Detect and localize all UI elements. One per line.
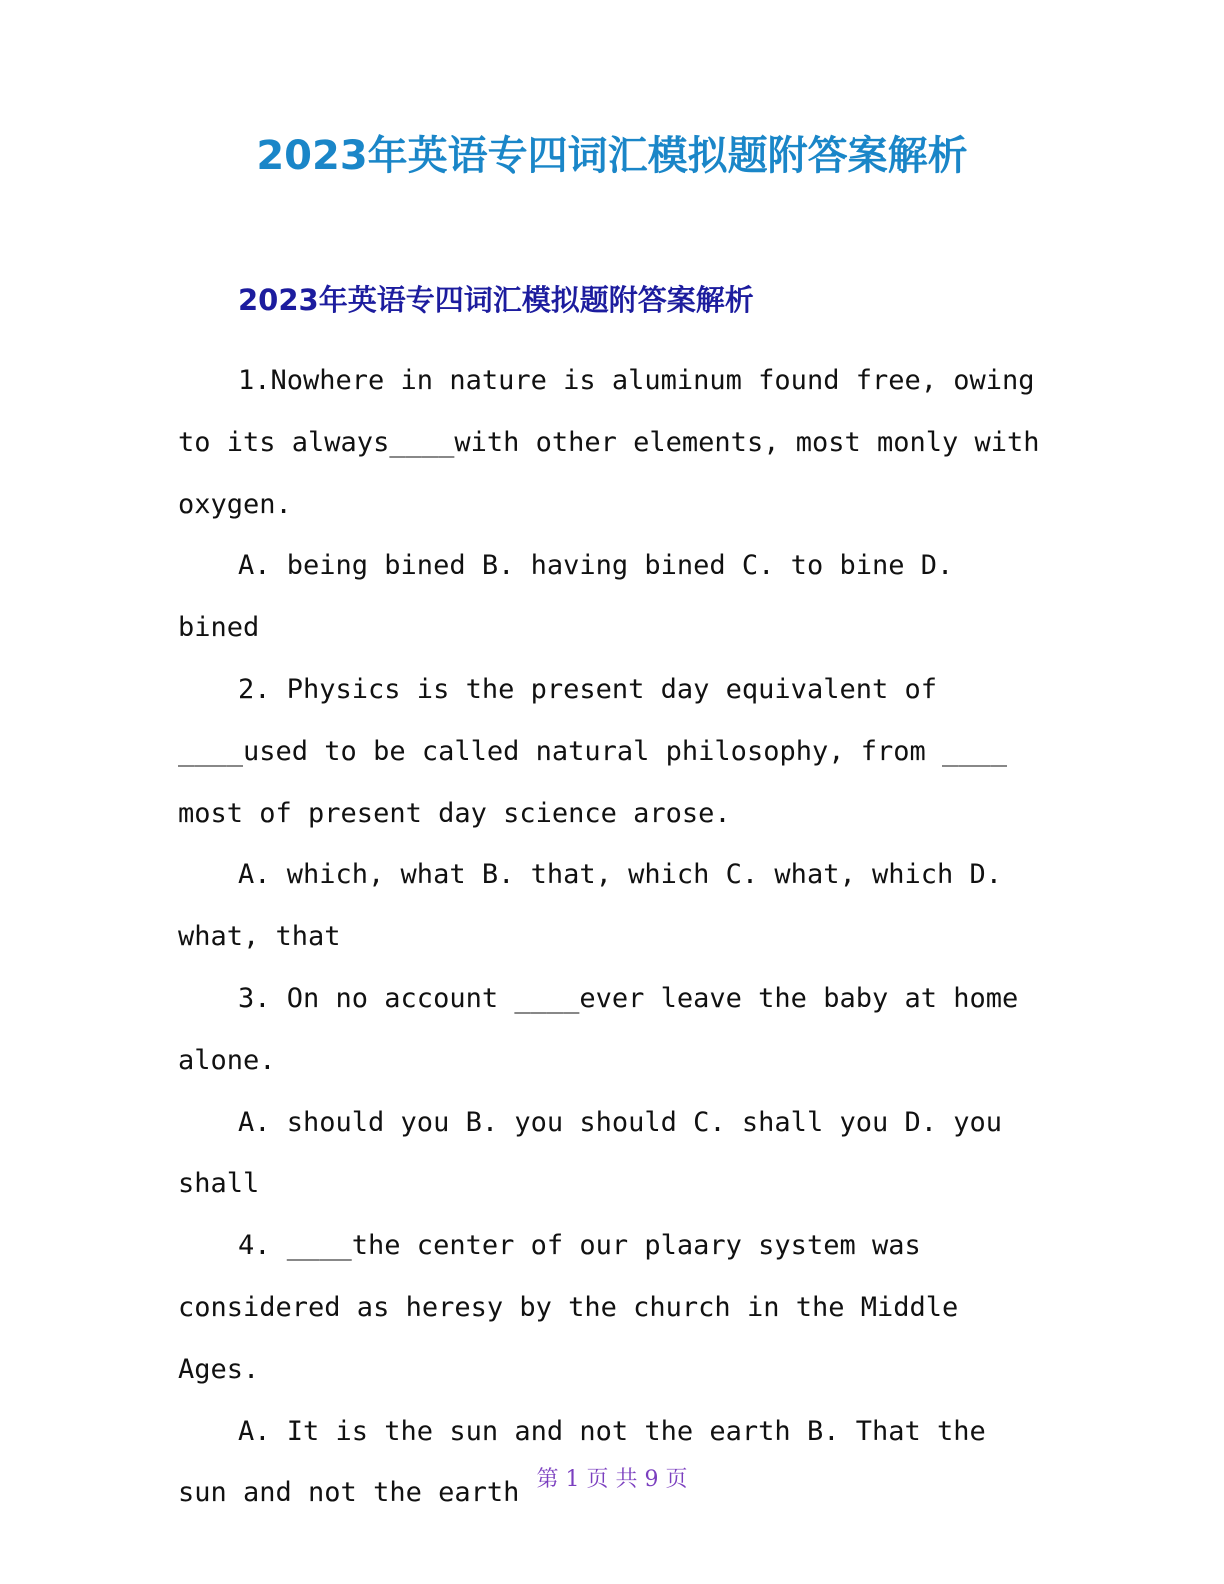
question-4-options: A. It is the sun and not the earth B. That the sun and not the earth [178,1415,1003,1509]
question-3-options: A. should you B. you should C. shall you D. you shall [178,1106,1019,1200]
question-2-options: A. which, what B. that, which C. what, which D. what, that [178,859,1019,953]
page-number-footer: 第 1 页 共 9 页 [536,1467,688,1492]
question-1-options: A. being bined B. having bined C. to bine D. bined [178,550,970,644]
question-4-text: 4. ____the center of our plaary system was considered as heresy by the church in the Middle Ages. [178,1230,975,1385]
question-3-text: 3. On no account ____ever leave the baby at home alone. [178,982,1035,1076]
question-1-text: 1.Nowhere in nature is aluminum found free, owing to its always____with other elements, most monly with oxygen. [178,365,1056,520]
document-title: 2023年英语专四词汇模拟题附答案解析 [256,133,968,179]
document-body [178,350,1056,1524]
question-2-text: 2. Physics is the present day equivalent of ____used to be called natural philosophy, from ____ most of present day science arose. [178,673,1024,829]
document-subtitle: 2023年英语专四词汇模拟题附答案解析 [238,283,754,317]
